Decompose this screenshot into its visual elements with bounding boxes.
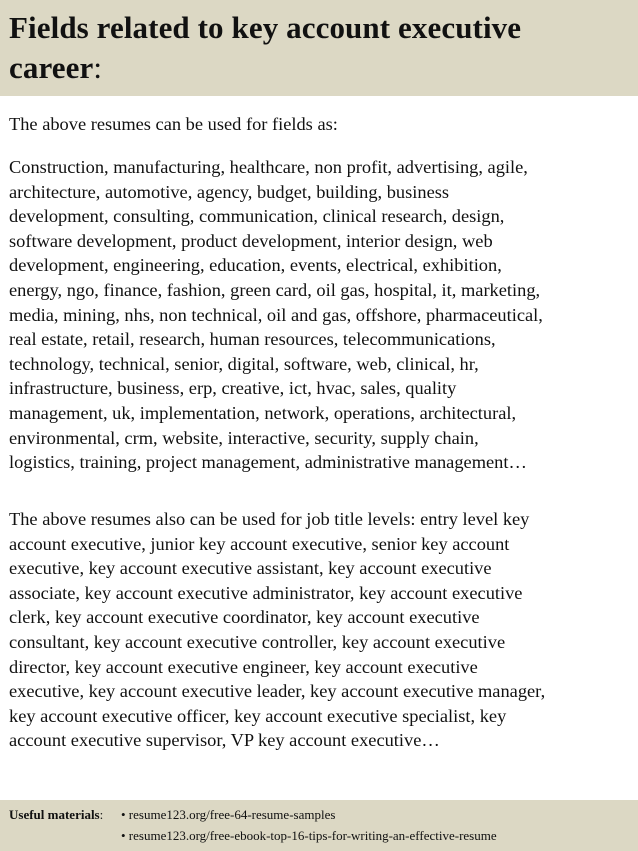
job-levels-line: clerk, key account executive coordinator, key account executive: [9, 607, 480, 628]
fields-line: management, uk, implementation, network, operations, architectural,: [9, 402, 517, 423]
page-title-line-2: career: [9, 50, 94, 85]
fields-line: software development, product development, interior design, web: [9, 230, 493, 251]
fields-line: development, engineering, education, events, electrical, exhibition,: [9, 255, 502, 276]
fields-line: architecture, automotive, agency, budget, building, business: [9, 181, 450, 202]
job-levels-line: executive, key account executive leader, key account executive manager,: [9, 681, 546, 702]
job-levels-line: account executive supervisor, VP key account executive…: [9, 730, 440, 751]
resume-samples-link[interactable]: • resume123.org/free-64-resume-samples: [121, 807, 336, 822]
fields-line: energy, ngo, finance, fashion, green card, oil gas, hospital, it, marketing,: [9, 279, 541, 300]
fields-line: media, mining, nhs, non technical, oil and gas, offshore, pharmaceutical,: [9, 304, 543, 325]
useful-materials-label-colon: :: [99, 807, 104, 822]
job-levels-line: consultant, key account executive controller, key account executive: [9, 631, 506, 652]
fields-line: development, consulting, communication, clinical research, design,: [9, 206, 505, 227]
job-levels-line: The above resumes also can be used for job title levels: entry level key: [9, 509, 530, 529]
job-levels-line: director, key account executive engineer, key account executive: [9, 656, 478, 677]
page-title-line-1: Fields related to key account executive: [9, 10, 522, 45]
fields-line: Construction, manufacturing, healthcare, non profit, advertising, agile,: [9, 157, 528, 177]
useful-materials-label-text: Useful materials: [9, 807, 100, 822]
fields-line: environmental, crm, website, interactive, security, supply chain,: [9, 427, 479, 448]
job-levels-paragraph: [9, 507, 631, 753]
job-levels-line: account executive, junior key account executive, senior key account: [9, 533, 510, 554]
title-bar: [0, 0, 638, 96]
fields-line: technology, technical, senior, digital, software, web, clinical, hr,: [9, 353, 479, 374]
fields-paragraph: [9, 155, 631, 475]
fields-line: real estate, retail, research, human resources, telecommunications,: [9, 329, 496, 350]
job-levels-line: associate, key account executive administrator, key account executive: [9, 582, 523, 603]
fields-line: infrastructure, business, erp, creative, ict, hvac, sales, quality: [9, 378, 457, 399]
page-title: [9, 8, 629, 88]
useful-materials-footer: [0, 800, 638, 851]
fields-line: logistics, training, project management, administrative management…: [9, 452, 527, 473]
job-levels-line: key account executive officer, key account executive specialist, key: [9, 705, 507, 726]
page-title-colon: :: [93, 50, 103, 85]
useful-materials-label: [9, 805, 103, 825]
job-levels-line: executive, key account executive assistant, key account executive: [9, 558, 492, 579]
ebook-tips-link[interactable]: • resume123.org/free-ebook-top-16-tips-for-writing-an-effective-resume: [121, 828, 497, 843]
intro-text: The above resumes can be used for fields as:: [9, 114, 338, 134]
